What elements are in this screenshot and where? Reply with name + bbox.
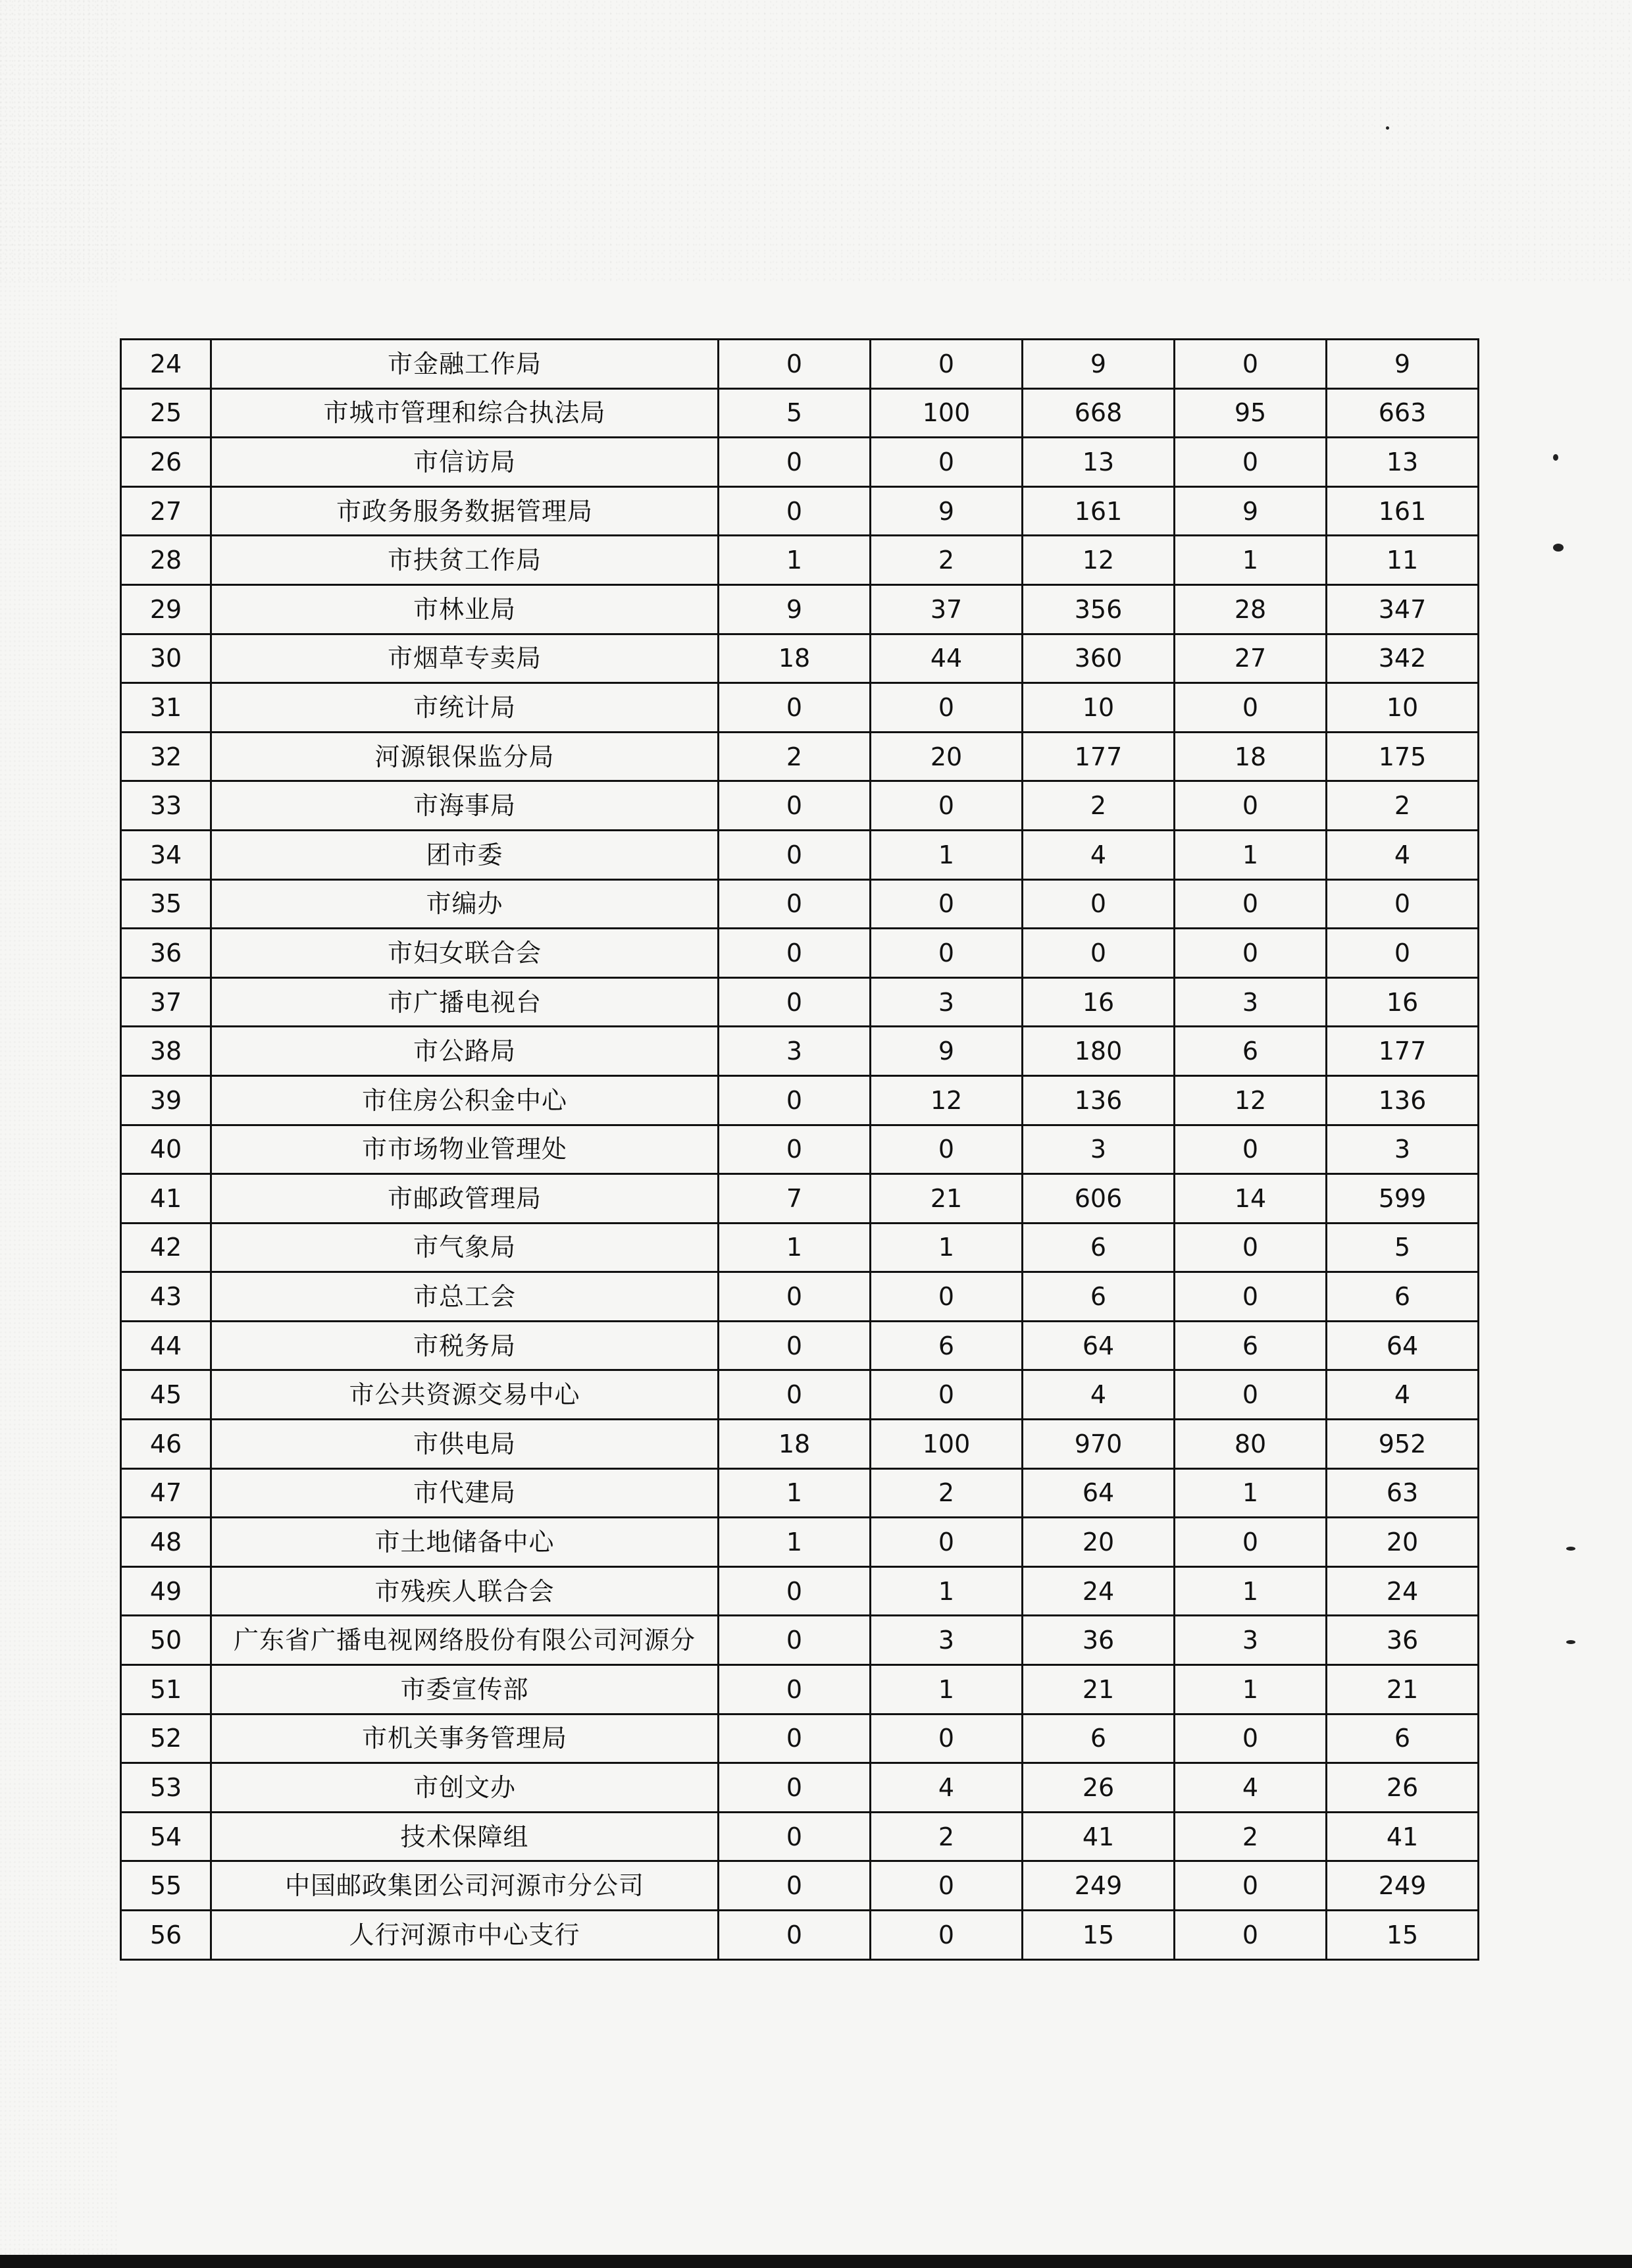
value-col-1-cell: 0 bbox=[719, 1665, 871, 1714]
value-col-2-cell: 2 bbox=[871, 536, 1023, 585]
value-col-1-cell: 0 bbox=[719, 1763, 871, 1813]
table-row bbox=[121, 1272, 1479, 1322]
value-col-4-cell: 12 bbox=[1175, 1075, 1327, 1125]
value-col-2-cell: 3 bbox=[871, 977, 1023, 1027]
unit-name-cell: 市信访局 bbox=[211, 438, 719, 487]
value-col-2-cell: 6 bbox=[871, 1321, 1023, 1370]
value-col-4-cell: 0 bbox=[1175, 1714, 1327, 1763]
row-number-cell: 31 bbox=[121, 683, 211, 733]
value-col-1-cell: 0 bbox=[719, 1714, 871, 1763]
row-number-cell: 27 bbox=[121, 486, 211, 536]
value-col-2-cell: 9 bbox=[871, 486, 1023, 536]
unit-name-cell: 市公共资源交易中心 bbox=[211, 1370, 719, 1420]
value-col-2-cell: 1 bbox=[871, 830, 1023, 879]
value-col-3-cell: 26 bbox=[1023, 1763, 1175, 1813]
scan-speck bbox=[1553, 544, 1564, 552]
unit-name-cell: 市烟草专卖局 bbox=[211, 634, 719, 683]
value-col-5-cell: 5 bbox=[1327, 1223, 1479, 1272]
table-row bbox=[121, 1174, 1479, 1224]
table-row bbox=[121, 1321, 1479, 1370]
value-col-4-cell: 18 bbox=[1175, 732, 1327, 781]
value-col-1-cell: 0 bbox=[719, 781, 871, 831]
row-number-cell: 38 bbox=[121, 1027, 211, 1076]
value-col-5-cell: 4 bbox=[1327, 830, 1479, 879]
value-col-2-cell: 21 bbox=[871, 1174, 1023, 1224]
value-col-1-cell: 18 bbox=[719, 634, 871, 683]
unit-name-cell: 中国邮政集团公司河源市分公司 bbox=[211, 1861, 719, 1911]
value-col-3-cell: 136 bbox=[1023, 1075, 1175, 1125]
scan-speck bbox=[1566, 1640, 1575, 1644]
value-col-1-cell: 1 bbox=[719, 1468, 871, 1518]
value-col-3-cell: 10 bbox=[1023, 683, 1175, 733]
value-col-1-cell: 0 bbox=[719, 830, 871, 879]
table-row bbox=[121, 683, 1479, 733]
value-col-2-cell: 0 bbox=[871, 781, 1023, 831]
value-col-4-cell: 0 bbox=[1175, 438, 1327, 487]
value-col-2-cell: 1 bbox=[871, 1665, 1023, 1714]
value-col-3-cell: 2 bbox=[1023, 781, 1175, 831]
unit-name-cell: 人行河源市中心支行 bbox=[211, 1911, 719, 1960]
row-number-cell: 56 bbox=[121, 1911, 211, 1960]
table-row bbox=[121, 340, 1479, 389]
table-row bbox=[121, 732, 1479, 781]
value-col-3-cell: 20 bbox=[1023, 1518, 1175, 1567]
value-col-2-cell: 1 bbox=[871, 1566, 1023, 1616]
value-col-2-cell: 0 bbox=[871, 1714, 1023, 1763]
unit-name-cell: 市邮政管理局 bbox=[211, 1174, 719, 1224]
value-col-1-cell: 3 bbox=[719, 1027, 871, 1076]
unit-name-cell: 市委宣传部 bbox=[211, 1665, 719, 1714]
row-number-cell: 30 bbox=[121, 634, 211, 683]
value-col-2-cell: 44 bbox=[871, 634, 1023, 683]
table-row bbox=[121, 1665, 1479, 1714]
table-row bbox=[121, 929, 1479, 978]
value-col-1-cell: 7 bbox=[719, 1174, 871, 1224]
value-col-2-cell: 0 bbox=[871, 1518, 1023, 1567]
value-col-5-cell: 3 bbox=[1327, 1125, 1479, 1174]
scan-bottom-edge bbox=[0, 2255, 1632, 2268]
value-col-2-cell: 0 bbox=[871, 1861, 1023, 1911]
value-col-4-cell: 3 bbox=[1175, 977, 1327, 1027]
unit-name-cell: 市气象局 bbox=[211, 1223, 719, 1272]
value-col-2-cell: 3 bbox=[871, 1616, 1023, 1665]
value-col-1-cell: 0 bbox=[719, 1911, 871, 1960]
table-row bbox=[121, 1518, 1479, 1567]
value-col-4-cell: 6 bbox=[1175, 1027, 1327, 1076]
unit-name-cell: 市机关事务管理局 bbox=[211, 1714, 719, 1763]
unit-name-cell: 市林业局 bbox=[211, 584, 719, 634]
value-col-4-cell: 0 bbox=[1175, 879, 1327, 929]
unit-name-cell: 团市委 bbox=[211, 830, 719, 879]
value-col-5-cell: 63 bbox=[1327, 1468, 1479, 1518]
value-col-2-cell: 100 bbox=[871, 1420, 1023, 1469]
value-col-4-cell: 9 bbox=[1175, 486, 1327, 536]
value-col-5-cell: 15 bbox=[1327, 1911, 1479, 1960]
value-col-3-cell: 356 bbox=[1023, 584, 1175, 634]
row-number-cell: 48 bbox=[121, 1518, 211, 1567]
unit-name-cell: 市城市管理和综合执法局 bbox=[211, 388, 719, 438]
value-col-5-cell: 36 bbox=[1327, 1616, 1479, 1665]
table-row bbox=[121, 1027, 1479, 1076]
table-row bbox=[121, 1714, 1479, 1763]
value-col-5-cell: 6 bbox=[1327, 1272, 1479, 1322]
unit-name-cell: 市政务服务数据管理局 bbox=[211, 486, 719, 536]
value-col-5-cell: 175 bbox=[1327, 732, 1479, 781]
row-number-cell: 46 bbox=[121, 1420, 211, 1469]
table-row bbox=[121, 1566, 1479, 1616]
value-col-1-cell: 0 bbox=[719, 1370, 871, 1420]
value-col-2-cell: 0 bbox=[871, 683, 1023, 733]
unit-name-cell: 市供电局 bbox=[211, 1420, 719, 1469]
row-number-cell: 28 bbox=[121, 536, 211, 585]
value-col-4-cell: 0 bbox=[1175, 781, 1327, 831]
value-col-3-cell: 177 bbox=[1023, 732, 1175, 781]
row-number-cell: 47 bbox=[121, 1468, 211, 1518]
table-row bbox=[121, 1616, 1479, 1665]
row-number-cell: 52 bbox=[121, 1714, 211, 1763]
value-col-4-cell: 6 bbox=[1175, 1321, 1327, 1370]
value-col-5-cell: 0 bbox=[1327, 929, 1479, 978]
value-col-1-cell: 2 bbox=[719, 732, 871, 781]
value-col-3-cell: 15 bbox=[1023, 1911, 1175, 1960]
value-col-5-cell: 663 bbox=[1327, 388, 1479, 438]
value-col-5-cell: 9 bbox=[1327, 340, 1479, 389]
row-number-cell: 25 bbox=[121, 388, 211, 438]
value-col-1-cell: 0 bbox=[719, 929, 871, 978]
value-col-4-cell: 27 bbox=[1175, 634, 1327, 683]
value-col-5-cell: 249 bbox=[1327, 1861, 1479, 1911]
value-col-3-cell: 970 bbox=[1023, 1420, 1175, 1469]
table-row bbox=[121, 1763, 1479, 1813]
table-row bbox=[121, 1911, 1479, 1960]
table-row bbox=[121, 977, 1479, 1027]
value-col-4-cell: 0 bbox=[1175, 929, 1327, 978]
value-col-5-cell: 6 bbox=[1327, 1714, 1479, 1763]
row-number-cell: 40 bbox=[121, 1125, 211, 1174]
value-col-5-cell: 24 bbox=[1327, 1566, 1479, 1616]
value-col-5-cell: 41 bbox=[1327, 1812, 1479, 1861]
row-number-cell: 24 bbox=[121, 340, 211, 389]
value-col-4-cell: 4 bbox=[1175, 1763, 1327, 1813]
value-col-1-cell: 5 bbox=[719, 388, 871, 438]
table-row bbox=[121, 1075, 1479, 1125]
unit-name-cell: 市广播电视台 bbox=[211, 977, 719, 1027]
value-col-5-cell: 177 bbox=[1327, 1027, 1479, 1076]
value-col-4-cell: 95 bbox=[1175, 388, 1327, 438]
value-col-5-cell: 952 bbox=[1327, 1420, 1479, 1469]
scan-speck bbox=[1386, 126, 1389, 130]
unit-name-cell: 河源银保监分局 bbox=[211, 732, 719, 781]
value-col-1-cell: 0 bbox=[719, 1321, 871, 1370]
row-number-cell: 41 bbox=[121, 1174, 211, 1224]
table-row bbox=[121, 584, 1479, 634]
value-col-5-cell: 4 bbox=[1327, 1370, 1479, 1420]
row-number-cell: 33 bbox=[121, 781, 211, 831]
statistics-table bbox=[120, 338, 1479, 1961]
value-col-1-cell: 0 bbox=[719, 340, 871, 389]
value-col-2-cell: 0 bbox=[871, 340, 1023, 389]
row-number-cell: 26 bbox=[121, 438, 211, 487]
table-row bbox=[121, 536, 1479, 585]
value-col-1-cell: 1 bbox=[719, 1518, 871, 1567]
value-col-2-cell: 1 bbox=[871, 1223, 1023, 1272]
value-col-1-cell: 0 bbox=[719, 879, 871, 929]
value-col-1-cell: 0 bbox=[719, 1616, 871, 1665]
value-col-1-cell: 0 bbox=[719, 486, 871, 536]
value-col-1-cell: 0 bbox=[719, 1566, 871, 1616]
table-row bbox=[121, 879, 1479, 929]
value-col-3-cell: 64 bbox=[1023, 1468, 1175, 1518]
value-col-4-cell: 0 bbox=[1175, 1518, 1327, 1567]
value-col-3-cell: 64 bbox=[1023, 1321, 1175, 1370]
unit-name-cell: 市税务局 bbox=[211, 1321, 719, 1370]
value-col-2-cell: 0 bbox=[871, 1125, 1023, 1174]
value-col-2-cell: 100 bbox=[871, 388, 1023, 438]
table-row bbox=[121, 1861, 1479, 1911]
value-col-2-cell: 2 bbox=[871, 1812, 1023, 1861]
value-col-1-cell: 0 bbox=[719, 977, 871, 1027]
value-col-4-cell: 0 bbox=[1175, 683, 1327, 733]
value-col-5-cell: 10 bbox=[1327, 683, 1479, 733]
row-number-cell: 34 bbox=[121, 830, 211, 879]
unit-name-cell: 市残疾人联合会 bbox=[211, 1566, 719, 1616]
value-col-5-cell: 13 bbox=[1327, 438, 1479, 487]
unit-name-cell: 市住房公积金中心 bbox=[211, 1075, 719, 1125]
unit-name-cell: 市市场物业管理处 bbox=[211, 1125, 719, 1174]
table-row bbox=[121, 1370, 1479, 1420]
value-col-5-cell: 16 bbox=[1327, 977, 1479, 1027]
unit-name-cell: 市金融工作局 bbox=[211, 340, 719, 389]
value-col-3-cell: 12 bbox=[1023, 536, 1175, 585]
value-col-3-cell: 161 bbox=[1023, 486, 1175, 536]
unit-name-cell: 市编办 bbox=[211, 879, 719, 929]
value-col-4-cell: 1 bbox=[1175, 536, 1327, 585]
row-number-cell: 55 bbox=[121, 1861, 211, 1911]
unit-name-cell: 市公路局 bbox=[211, 1027, 719, 1076]
row-number-cell: 44 bbox=[121, 1321, 211, 1370]
unit-name-cell: 市土地储备中心 bbox=[211, 1518, 719, 1567]
value-col-3-cell: 9 bbox=[1023, 340, 1175, 389]
value-col-2-cell: 37 bbox=[871, 584, 1023, 634]
value-col-3-cell: 249 bbox=[1023, 1861, 1175, 1911]
table-row bbox=[121, 830, 1479, 879]
table-row bbox=[121, 781, 1479, 831]
value-col-4-cell: 0 bbox=[1175, 1861, 1327, 1911]
row-number-cell: 36 bbox=[121, 929, 211, 978]
row-number-cell: 39 bbox=[121, 1075, 211, 1125]
table-row bbox=[121, 1223, 1479, 1272]
row-number-cell: 49 bbox=[121, 1566, 211, 1616]
scan-speck bbox=[1553, 454, 1558, 461]
value-col-5-cell: 20 bbox=[1327, 1518, 1479, 1567]
unit-name-cell: 市扶贫工作局 bbox=[211, 536, 719, 585]
value-col-5-cell: 64 bbox=[1327, 1321, 1479, 1370]
value-col-3-cell: 180 bbox=[1023, 1027, 1175, 1076]
value-col-2-cell: 4 bbox=[871, 1763, 1023, 1813]
value-col-4-cell: 80 bbox=[1175, 1420, 1327, 1469]
value-col-5-cell: 11 bbox=[1327, 536, 1479, 585]
row-number-cell: 37 bbox=[121, 977, 211, 1027]
value-col-1-cell: 0 bbox=[719, 1272, 871, 1322]
value-col-5-cell: 2 bbox=[1327, 781, 1479, 831]
value-col-4-cell: 1 bbox=[1175, 1665, 1327, 1714]
value-col-2-cell: 9 bbox=[871, 1027, 1023, 1076]
value-col-4-cell: 0 bbox=[1175, 1370, 1327, 1420]
unit-name-cell: 市海事局 bbox=[211, 781, 719, 831]
row-number-cell: 29 bbox=[121, 584, 211, 634]
value-col-4-cell: 0 bbox=[1175, 1125, 1327, 1174]
unit-name-cell: 市妇女联合会 bbox=[211, 929, 719, 978]
table-row bbox=[121, 634, 1479, 683]
value-col-2-cell: 0 bbox=[871, 929, 1023, 978]
unit-name-cell: 市统计局 bbox=[211, 683, 719, 733]
value-col-5-cell: 21 bbox=[1327, 1665, 1479, 1714]
value-col-3-cell: 6 bbox=[1023, 1272, 1175, 1322]
value-col-1-cell: 0 bbox=[719, 1812, 871, 1861]
row-number-cell: 50 bbox=[121, 1616, 211, 1665]
value-col-1-cell: 18 bbox=[719, 1420, 871, 1469]
value-col-2-cell: 0 bbox=[871, 438, 1023, 487]
value-col-2-cell: 20 bbox=[871, 732, 1023, 781]
value-col-3-cell: 6 bbox=[1023, 1223, 1175, 1272]
value-col-3-cell: 21 bbox=[1023, 1665, 1175, 1714]
value-col-2-cell: 12 bbox=[871, 1075, 1023, 1125]
scan-noise-left bbox=[0, 0, 118, 2268]
table-row bbox=[121, 438, 1479, 487]
value-col-4-cell: 3 bbox=[1175, 1616, 1327, 1665]
unit-name-cell: 技术保障组 bbox=[211, 1812, 719, 1861]
unit-name-cell: 市总工会 bbox=[211, 1272, 719, 1322]
scan-speck bbox=[1566, 1547, 1575, 1551]
value-col-1-cell: 0 bbox=[719, 438, 871, 487]
value-col-4-cell: 1 bbox=[1175, 830, 1327, 879]
value-col-5-cell: 0 bbox=[1327, 879, 1479, 929]
value-col-3-cell: 13 bbox=[1023, 438, 1175, 487]
value-col-1-cell: 0 bbox=[719, 683, 871, 733]
value-col-3-cell: 360 bbox=[1023, 634, 1175, 683]
value-col-1-cell: 0 bbox=[719, 1075, 871, 1125]
value-col-3-cell: 0 bbox=[1023, 929, 1175, 978]
value-col-3-cell: 41 bbox=[1023, 1812, 1175, 1861]
value-col-3-cell: 6 bbox=[1023, 1714, 1175, 1763]
value-col-3-cell: 4 bbox=[1023, 1370, 1175, 1420]
value-col-5-cell: 347 bbox=[1327, 584, 1479, 634]
value-col-3-cell: 3 bbox=[1023, 1125, 1175, 1174]
row-number-cell: 45 bbox=[121, 1370, 211, 1420]
row-number-cell: 42 bbox=[121, 1223, 211, 1272]
value-col-2-cell: 0 bbox=[871, 1911, 1023, 1960]
value-col-4-cell: 0 bbox=[1175, 340, 1327, 389]
value-col-4-cell: 28 bbox=[1175, 584, 1327, 634]
value-col-5-cell: 161 bbox=[1327, 486, 1479, 536]
value-col-2-cell: 0 bbox=[871, 1370, 1023, 1420]
row-number-cell: 32 bbox=[121, 732, 211, 781]
table-body bbox=[121, 340, 1479, 1960]
value-col-1-cell: 1 bbox=[719, 1223, 871, 1272]
value-col-2-cell: 0 bbox=[871, 879, 1023, 929]
row-number-cell: 51 bbox=[121, 1665, 211, 1714]
table-row bbox=[121, 1420, 1479, 1469]
value-col-4-cell: 14 bbox=[1175, 1174, 1327, 1224]
value-col-3-cell: 606 bbox=[1023, 1174, 1175, 1224]
value-col-5-cell: 26 bbox=[1327, 1763, 1479, 1813]
value-col-4-cell: 0 bbox=[1175, 1223, 1327, 1272]
row-number-cell: 53 bbox=[121, 1763, 211, 1813]
unit-name-cell: 市创文办 bbox=[211, 1763, 719, 1813]
value-col-3-cell: 4 bbox=[1023, 830, 1175, 879]
value-col-1-cell: 0 bbox=[719, 1125, 871, 1174]
table-row bbox=[121, 1812, 1479, 1861]
value-col-1-cell: 0 bbox=[719, 1861, 871, 1911]
value-col-4-cell: 0 bbox=[1175, 1272, 1327, 1322]
value-col-4-cell: 0 bbox=[1175, 1911, 1327, 1960]
value-col-5-cell: 342 bbox=[1327, 634, 1479, 683]
table-row bbox=[121, 1125, 1479, 1174]
row-number-cell: 43 bbox=[121, 1272, 211, 1322]
value-col-3-cell: 0 bbox=[1023, 879, 1175, 929]
scan-noise-top bbox=[0, 0, 1632, 283]
value-col-1-cell: 9 bbox=[719, 584, 871, 634]
value-col-3-cell: 24 bbox=[1023, 1566, 1175, 1616]
row-number-cell: 54 bbox=[121, 1812, 211, 1861]
value-col-3-cell: 16 bbox=[1023, 977, 1175, 1027]
value-col-5-cell: 136 bbox=[1327, 1075, 1479, 1125]
row-number-cell: 35 bbox=[121, 879, 211, 929]
value-col-5-cell: 599 bbox=[1327, 1174, 1479, 1224]
value-col-3-cell: 668 bbox=[1023, 388, 1175, 438]
value-col-3-cell: 36 bbox=[1023, 1616, 1175, 1665]
table-row bbox=[121, 1468, 1479, 1518]
table-row bbox=[121, 388, 1479, 438]
value-col-4-cell: 1 bbox=[1175, 1468, 1327, 1518]
value-col-4-cell: 1 bbox=[1175, 1566, 1327, 1616]
unit-name-cell: 广东省广播电视网络股份有限公司河源分 bbox=[211, 1616, 719, 1665]
table-row bbox=[121, 486, 1479, 536]
value-col-4-cell: 2 bbox=[1175, 1812, 1327, 1861]
value-col-2-cell: 2 bbox=[871, 1468, 1023, 1518]
value-col-1-cell: 1 bbox=[719, 536, 871, 585]
value-col-2-cell: 0 bbox=[871, 1272, 1023, 1322]
unit-name-cell: 市代建局 bbox=[211, 1468, 719, 1518]
